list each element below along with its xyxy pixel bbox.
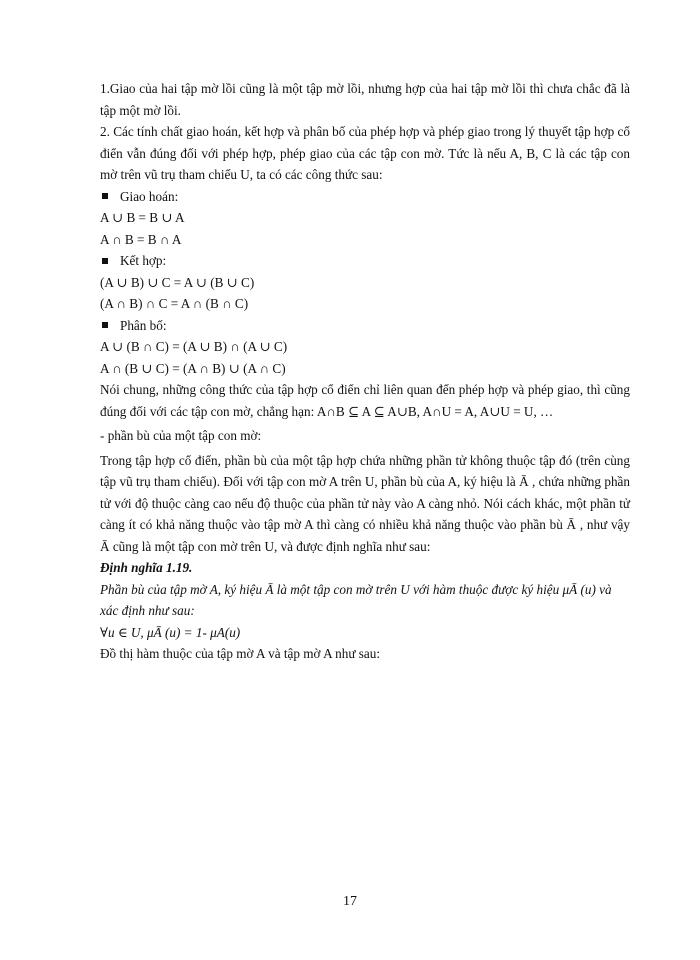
section-complement-heading: - phần bù của một tập con mờ: [100,428,262,443]
formula-line: A ∩ (B ∪ C) = (A ∩ B) ∪ (A ∩ C) [100,360,286,376]
bullet-commutative [100,186,630,208]
page-number: 17 [343,894,357,909]
paragraph-properties: 2. Các tính chất giao hoán, kết hợp và phân bố của phép hợp và phép giao trong lý thuyết tập hợp cổ điển vẫn đúng đối với phép hợp, phép giao của các tập con mờ. Tức là nếu A, B, C là các tập con mờ trên vũ trụ tham chiếu U, ta có các công thức sau: [100,124,630,182]
bullet-label: Giao hoán: [120,188,179,204]
bullet-label: Kết hợp: [120,253,167,268]
formula-line: A ∩ B = B ∩ A [100,231,182,247]
definition-title: Định nghĩa 1.19. [100,560,193,575]
square-bullet-icon [102,322,108,328]
formula-line: A ∪ (B ∩ C) = (A ∪ B) ∩ (A ∪ C) [100,339,288,354]
bullet-associative [100,250,630,272]
formula-line: (A ∩ B) ∩ C = A ∩ (B ∩ C) [100,296,249,311]
definition-formula: ∀u ∈ U, μĀ (u) = 1- μA(u) [100,624,241,640]
formula-line: (A ∪ B) ∪ C = A ∪ (B ∪ C) [100,274,255,290]
bullet-label: Phân bố: [120,317,167,333]
paragraph-graph-intro: Đồ thị hàm thuộc của tập mờ A và tập mờ A như sau: [100,646,381,661]
bullet-distributive [100,315,630,337]
paragraph-general: Nói chung, những công thức của tập hợp cổ điển chỉ liên quan đến phép hợp và phép giao, thì cũng đúng đối với các tập con mờ, chẳng hạn: A∩B ⊆ A ⊆ A∪B, A∩U = A, A∪U = U, … [100,382,630,419]
formula-line: A ∪ B = B ∪ A [100,210,185,225]
paragraph-complement: Trong tập hợp cổ điển, phần bù của một tập hợp chứa những phần tử không thuộc tập đó (trên cùng tập vũ trụ tham chiếu). Đối với tập con mờ A trên U, phần bù của A, ký hiệu là Ā , chứa những phần tử với độ thuộc càng cao nếu độ thuộc của phần tử này vào A càng nhỏ. Nói cách khác, một phần tử càng ít có khả năng thuộc vào tập mờ A thì càng có nhiều khả năng thuộc vào phần bù Ā , như vậy Ā cũng là một tập con mờ trên U, và được định nghĩa như sau: [100,452,630,554]
square-bullet-icon [102,258,108,264]
page-content [100,78,630,665]
paragraph-convex: 1.Giao của hai tập mờ lồi cũng là một tập mờ lồi, nhưng hợp của hai tập mờ lồi thì chưa chắc đã là tập một mờ lồi. [100,81,630,118]
square-bullet-icon [102,193,108,199]
definition-body: Phần bù của tập mờ A, ký hiệu Ā là một tập con mờ trên U với hàm thuộc được ký hiệu μĀ (u) và xác định như sau: [100,581,612,618]
